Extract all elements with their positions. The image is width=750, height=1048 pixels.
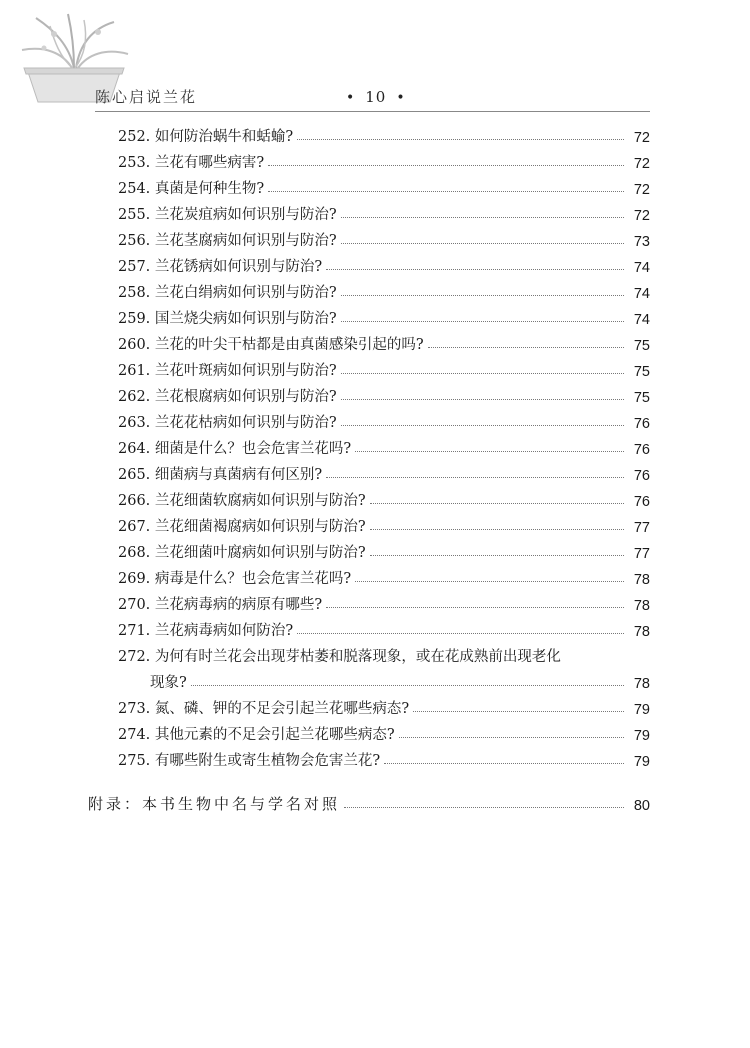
toc-entry[interactable] xyxy=(118,276,650,302)
toc-entry[interactable] xyxy=(118,224,650,250)
toc-entry[interactable] xyxy=(118,198,650,224)
toc-entry-title: 268. 兰花细菌叶腐病如何识别与防治? xyxy=(118,545,366,561)
toc-entry-page: 72 xyxy=(633,182,650,198)
toc-entry-title: 267. 兰花细菌褐腐病如何识别与防治? xyxy=(118,519,366,535)
leader-dots xyxy=(384,763,624,764)
toc-entry[interactable] xyxy=(118,484,650,510)
appendix-title: 附录：本书生物中名与学名对照 xyxy=(88,795,341,813)
toc-entry[interactable] xyxy=(118,614,650,640)
toc-entry-page: 75 xyxy=(633,390,650,406)
toc-entry-title: 253. 兰花有哪些病害? xyxy=(118,155,265,171)
toc-entry-title: 261. 兰花叶斑病如何识别与防治? xyxy=(118,363,337,379)
toc-entry-page: 78 xyxy=(633,676,650,692)
toc-entry[interactable] xyxy=(118,146,650,172)
leader-dots xyxy=(341,373,624,374)
toc-entry[interactable] xyxy=(118,458,650,484)
toc-entry-page: 76 xyxy=(633,494,650,510)
leader-dots xyxy=(326,477,624,478)
page-dot-left: • xyxy=(346,90,356,106)
toc-entry[interactable] xyxy=(118,744,650,770)
leader-dots xyxy=(355,581,624,582)
leader-dots xyxy=(428,347,624,348)
toc-entry-title: 262. 兰花根腐病如何识别与防治? xyxy=(118,389,337,405)
toc-entry-title: 274. 其他元素的不足会引起兰花哪些病态? xyxy=(118,727,395,743)
toc-entry-page: 72 xyxy=(633,130,650,146)
leader-dots xyxy=(399,737,624,738)
toc-entry[interactable] xyxy=(118,328,650,354)
page-number-value: 10 xyxy=(365,88,387,106)
leader-dots xyxy=(341,425,624,426)
toc-entry[interactable] xyxy=(118,510,650,536)
toc-entry-page: 77 xyxy=(633,546,650,562)
toc-entry-title: 258. 兰花白绢病如何识别与防治? xyxy=(118,285,337,301)
toc-entry-title: 255. 兰花炭疽病如何识别与防治? xyxy=(118,207,337,223)
toc-entry-title: 273. 氮、磷、钾的不足会引起兰花哪些病态? xyxy=(118,701,410,717)
leader-dots xyxy=(370,503,624,504)
book-title: 陈心启说兰花 xyxy=(95,88,198,106)
toc-entry[interactable] xyxy=(118,250,650,276)
toc-entry-page: 74 xyxy=(633,260,650,276)
toc-entry-page: 76 xyxy=(633,442,650,458)
toc-entry-title: 264. 细菌是什么？也会危害兰花吗? xyxy=(118,441,352,457)
page-dot-right: • xyxy=(396,90,406,106)
leader-dots xyxy=(370,529,624,530)
leader-dots xyxy=(297,633,624,634)
toc-entry-page: 72 xyxy=(633,208,650,224)
leader-dots xyxy=(297,139,624,140)
toc-entry-title: 256. 兰花茎腐病如何识别与防治? xyxy=(118,233,337,249)
toc-entry-appendix[interactable] xyxy=(88,788,650,814)
toc-entry-title: 265. 细菌病与真菌病有何区别? xyxy=(118,467,323,483)
toc-entry[interactable] xyxy=(118,718,650,744)
toc-entry[interactable] xyxy=(118,380,650,406)
toc-entry-page: 76 xyxy=(633,416,650,432)
toc-entry-page: 79 xyxy=(633,728,650,744)
toc-entry-title: 260. 兰花的叶尖干枯都是由真菌感染引起的吗? xyxy=(118,337,424,353)
leader-dots xyxy=(268,165,624,166)
toc-entry-title-line1: 272. 为何有时兰花会出现芽枯萎和脱落现象，或在花成熟前出现老化 xyxy=(118,649,561,665)
leader-dots xyxy=(355,451,624,452)
toc-entry-page: 78 xyxy=(633,572,650,588)
leader-dots xyxy=(344,807,624,808)
toc-entry[interactable] xyxy=(118,692,650,718)
toc-entry[interactable] xyxy=(118,588,650,614)
leader-dots xyxy=(341,243,624,244)
toc-entry-title: 271. 兰花病毒病如何防治? xyxy=(118,623,294,639)
leader-dots xyxy=(326,269,624,270)
toc-entry-title: 254. 真菌是何种生物? xyxy=(118,181,265,197)
leader-dots xyxy=(341,321,624,322)
toc-entry-page: 79 xyxy=(633,754,650,770)
toc-entry-title-line2: 现象? xyxy=(150,675,187,691)
toc-entry-title: 266. 兰花细菌软腐病如何识别与防治? xyxy=(118,493,366,509)
toc-entry[interactable] xyxy=(118,302,650,328)
leader-dots xyxy=(326,607,624,608)
toc-entry-multiline[interactable] xyxy=(118,640,650,692)
toc-entry-page: 74 xyxy=(633,312,650,328)
toc-entry[interactable] xyxy=(118,562,650,588)
toc-entry-page: 73 xyxy=(633,234,650,250)
toc-entry-page: 74 xyxy=(633,286,650,302)
leader-dots xyxy=(191,685,624,686)
toc-entry-title: 257. 兰花锈病如何识别与防治? xyxy=(118,259,323,275)
leader-dots xyxy=(341,399,624,400)
leader-dots xyxy=(413,711,624,712)
toc-entry-title: 275. 有哪些附生或寄生植物会危害兰花? xyxy=(118,753,381,769)
table-of-contents xyxy=(118,120,650,770)
toc-entry[interactable] xyxy=(118,354,650,380)
appendix-page: 80 xyxy=(633,798,650,814)
page-number xyxy=(336,88,416,106)
toc-entry-title: 252. 如何防治蜗牛和蛞蝓? xyxy=(118,129,294,145)
toc-entry[interactable] xyxy=(118,432,650,458)
toc-entry-page: 78 xyxy=(633,624,650,640)
toc-entry-title: 259. 国兰烧尖病如何识别与防治? xyxy=(118,311,337,327)
leader-dots xyxy=(268,191,624,192)
leader-dots xyxy=(341,295,624,296)
page-header xyxy=(0,0,750,112)
toc-entry[interactable] xyxy=(118,536,650,562)
toc-entry-page: 79 xyxy=(633,702,650,718)
toc-entry-page: 72 xyxy=(633,156,650,172)
toc-entry[interactable] xyxy=(118,172,650,198)
toc-entry-page: 76 xyxy=(633,468,650,484)
toc-entry-title: 263. 兰花花枯病如何识别与防治? xyxy=(118,415,337,431)
toc-entry[interactable] xyxy=(118,406,650,432)
toc-entry-page: 77 xyxy=(633,520,650,536)
toc-entry-title: 270. 兰花病毒病的病原有哪些? xyxy=(118,597,323,613)
header-rule xyxy=(95,111,650,112)
toc-entry[interactable] xyxy=(118,120,650,146)
toc-entry-title: 269. 病毒是什么？也会危害兰花吗? xyxy=(118,571,352,587)
leader-dots xyxy=(341,217,624,218)
toc-entry-page: 75 xyxy=(633,364,650,380)
toc-entry-page: 78 xyxy=(633,598,650,614)
leader-dots xyxy=(370,555,624,556)
toc-entry-page: 75 xyxy=(633,338,650,354)
